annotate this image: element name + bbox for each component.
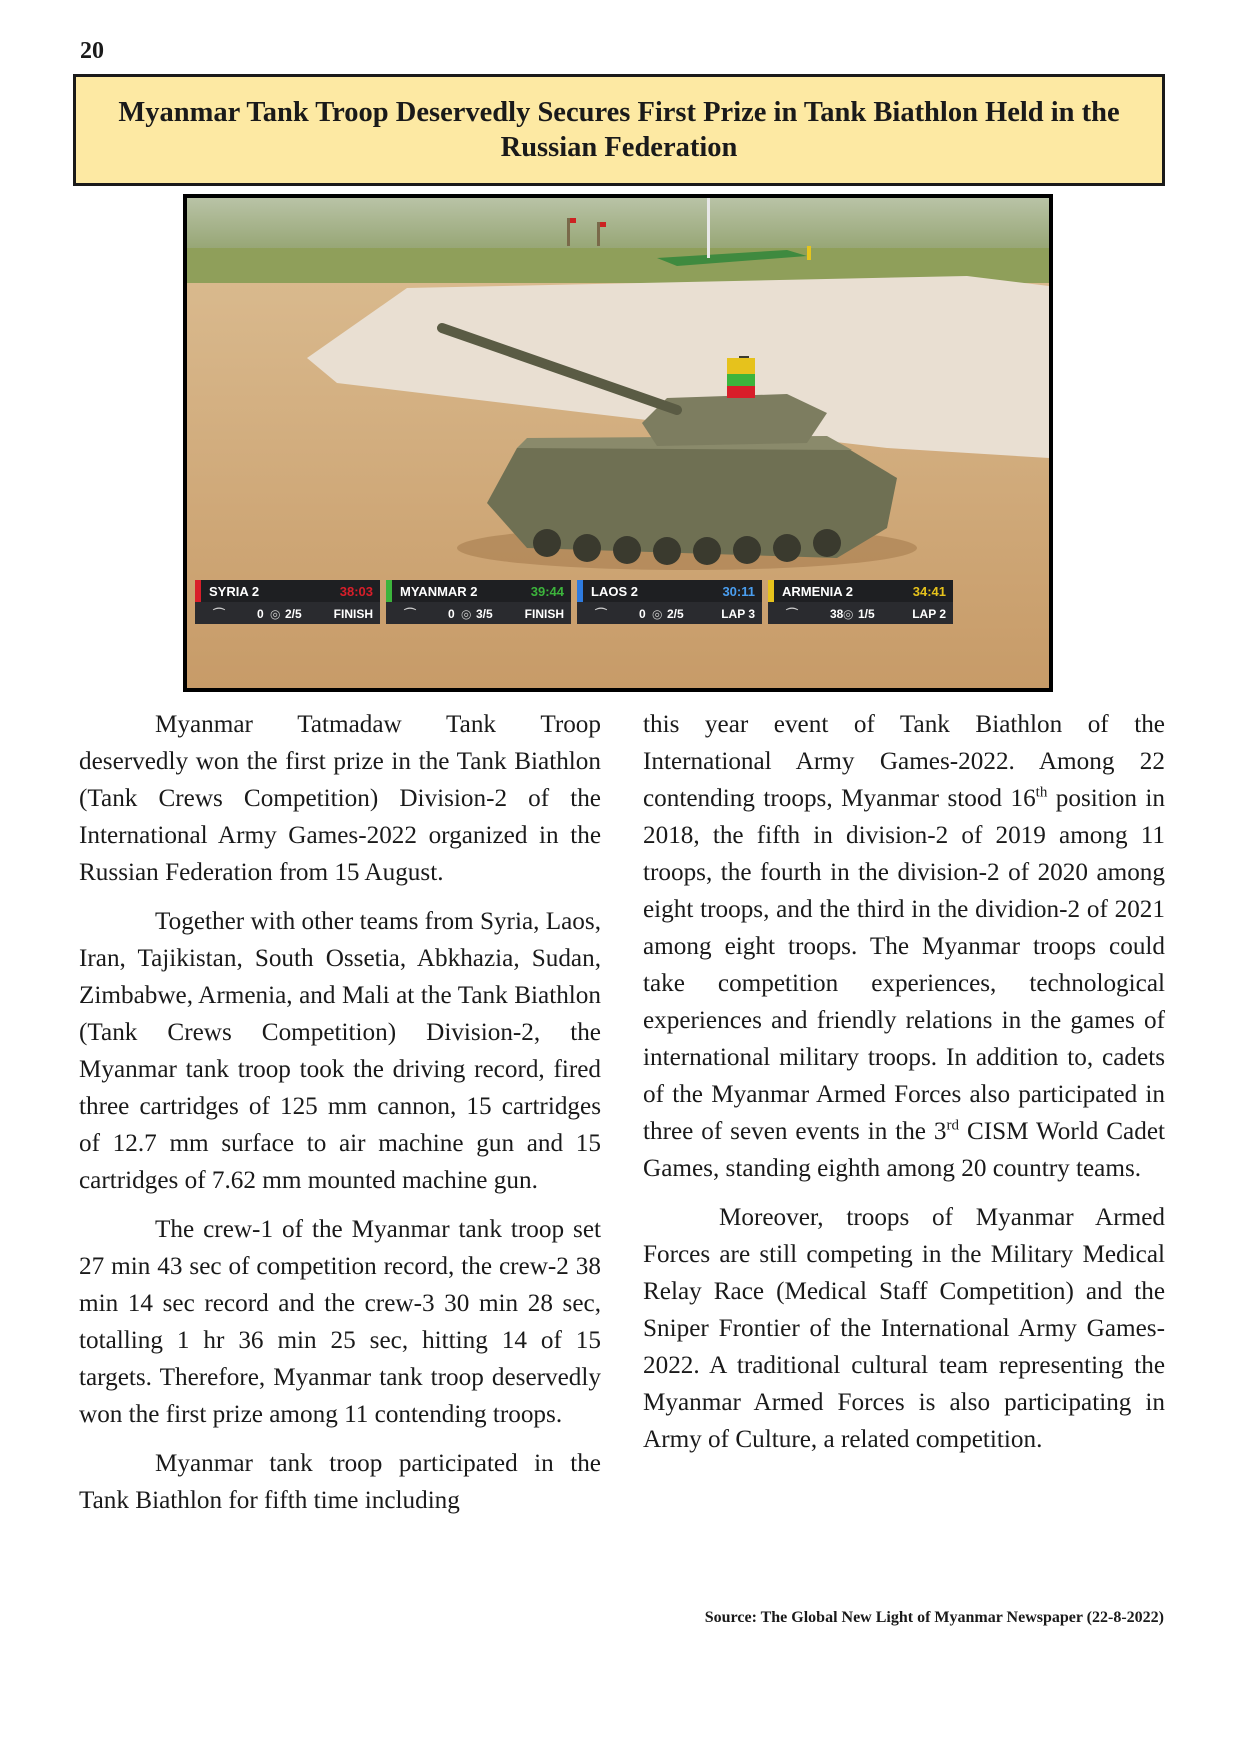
penalty-count: 0	[639, 607, 646, 621]
team-time: 30:11	[722, 584, 755, 599]
headline-box	[73, 74, 1165, 186]
target-icon: ◎	[270, 607, 281, 621]
run-status: FINISH	[333, 607, 373, 621]
run-status: LAP 2	[912, 607, 946, 621]
text-run: this year event of Tank Biathlon of the International Army Games-2022. Among 22 contending troops, Myanmar stood 16	[643, 711, 1165, 812]
body-paragraph: The crew-1 of the Myanmar tank troop set 27 min 43 sec of competition record, the crew-2 38 min 14 sec record and the crew-3 30 min 28 sec, totalling 1 hr 36 min 25 sec, hitting 14 of 15 targets. Therefore, Myanmar tank troop deservedly won the first prize among 11 contending troops.	[79, 1216, 601, 1428]
penalty-count: 0	[448, 607, 455, 621]
superscript: th	[1035, 784, 1048, 801]
run-status: FINISH	[524, 607, 564, 621]
superscript: rd	[946, 1117, 960, 1134]
team-color-bar	[195, 580, 201, 602]
penalty-count: 38	[830, 607, 844, 621]
targets-hit: 1/5	[858, 607, 875, 621]
penalty-count: 0	[257, 607, 264, 621]
headline: Myanmar Tank Troop Deservedly Secures First Prize in Tank Biathlon Held in the Russian Federation	[118, 97, 1120, 163]
page-number: 20	[80, 38, 104, 64]
target-icon: ◎	[843, 607, 854, 621]
team-name: MYANMAR 2	[400, 584, 478, 599]
scoreboard-panel	[577, 580, 762, 624]
targets-hit: 2/5	[285, 607, 302, 621]
body-paragraph: Moreover, troops of Myanmar Armed Forces are still competing in the Military Medical Relay Race (Medical Staff Competition) and the Sniper Frontier of the International Army Games-2022. A traditional cultural team representing the Myanmar Armed Forces is also participating in Army of Culture, a related competition.	[643, 1204, 1165, 1453]
body-paragraph	[643, 706, 1165, 1187]
team-time: 38:03	[339, 584, 373, 599]
gauge-icon: ⌒	[595, 607, 608, 621]
scoreboard-panel	[386, 580, 571, 624]
tank-photo	[183, 194, 1053, 692]
team-name: ARMENIA 2	[782, 584, 854, 599]
scoreboard-panel	[768, 580, 953, 624]
text-run: position in 2018, the fifth in division-2 of 2019 among 11 troops, the fourth in the division-2 of 2020 among eight troops, and the third in the dividion-2 of 2021 among eight troops. The Myanmar troops could take competition experiences, technological experiences and friendly relations in the games of international military troops. In addition to, cadets of the Myanmar Armed Forces also participated in three of seven events in the 3	[643, 785, 1166, 1145]
gauge-icon: ⌒	[404, 607, 417, 621]
target-icon: ◎	[652, 607, 663, 621]
body-paragraph: Myanmar tank troop participated in the Tank Biathlon for fifth time including	[79, 1450, 601, 1514]
team-time: 39:44	[530, 584, 564, 599]
targets-hit: 2/5	[667, 607, 684, 621]
team-name: LAOS 2	[591, 584, 638, 599]
team-time: 34:41	[912, 584, 946, 599]
team-color-bar	[577, 580, 583, 602]
source-credit: Source: The Global New Light of Myanmar Newspaper (22-8-2022)	[704, 1609, 1164, 1626]
body-paragraph: Together with other teams from Syria, Laos, Iran, Tajikistan, South Ossetia, Abkhazia, Sudan, Zimbabwe, Armenia, and Mali at the Tank Biathlon (Tank Crews Competition) Division-2, the Myanmar tank troop took the driving record, fired three cartridges of 125 mm cannon, 15 cartridges of 12.7 mm surface to air machine gun and 15 cartridges of 7.62 mm mounted machine gun.	[79, 908, 601, 1194]
article-column-right	[643, 706, 1165, 1470]
team-name: SYRIA 2	[209, 584, 260, 599]
gauge-icon: ⌒	[786, 607, 799, 621]
run-status: LAP 3	[721, 607, 755, 621]
target-icon: ◎	[461, 607, 472, 621]
body-paragraph: Myanmar Tatmadaw Tank Troop deservedly won the first prize in the Tank Biathlon (Tank Crews Competition) Division-2 of the International Army Games-2022 organized in the Russian Federation from 15 August.	[79, 711, 601, 886]
team-color-bar	[768, 580, 774, 602]
targets-hit: 3/5	[476, 607, 493, 621]
article-column-left	[79, 706, 601, 1531]
scoreboard-panel	[195, 580, 380, 624]
team-color-bar	[386, 580, 392, 602]
text-run: CISM World Cadet Games, standing eighth among 20 country teams.	[643, 1118, 1165, 1182]
gauge-icon: ⌒	[213, 607, 226, 621]
